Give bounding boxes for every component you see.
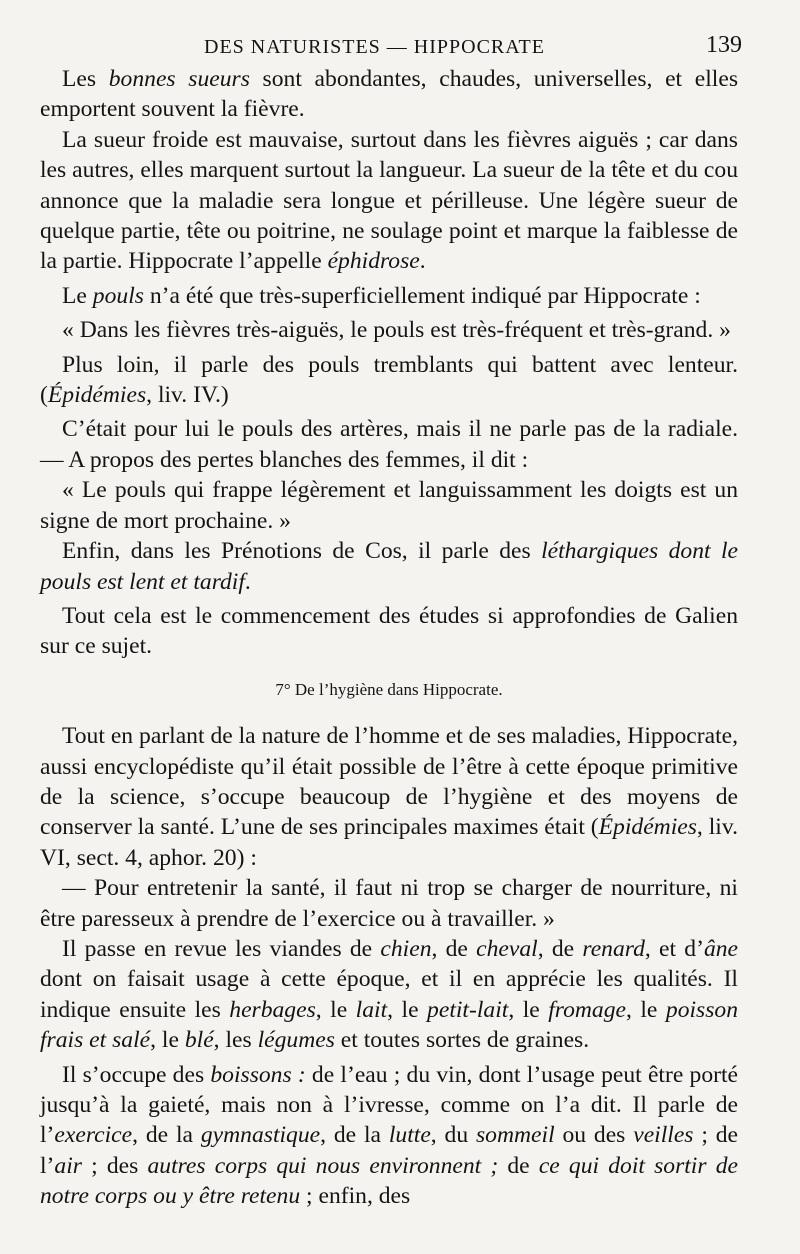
paragraph-viandes: Il passe en revue les viandes de chien, de cheval, de renard, et d’âne dont on faisait usage à cette époque, et il en apprécie les qualités. Il indique ensuite les herbages, le lait, le petit-lait, le fromage, le poisson frais et salé, le blé, les légumes et toutes sortes de graines.: [40, 935, 739, 1054]
paragraph-sueurs: Les bonnes sueurs sont abondantes, chaudes, universelles, et elles emportent souvent la fièvre.: [40, 66, 739, 123]
paragraph-pouls: Le pouls n’a été que très-superficiellement indiqué par Hippocrate :: [62, 282, 701, 309]
paragraph-boissons: Il s’occupe des boissons : de l’eau ; du vin, dont l’usage peut être porté jusqu’à la gaieté, mais non à l’ivresse, comme on l’a dit. Il parle de l’exercice, de la gymnastique, de la lutte, du sommeil ou des veilles ; de l’air ; des autres corps qui nous environnent ; de ce qui doit sortir de notre corps ou y être retenu ; enfin, des: [40, 1061, 739, 1210]
paragraph-hygiene: Tout en parlant de la nature de l’homme et de ses maladies, Hippocrate, aussi encyclopédiste qu’il était possible de l’être à cette époque primitive de la science, s’occupe beaucoup de l’hygiène et des moyens de conserver la santé. L’une de ses principales maximes était (Épidémies, liv. VI, sect. 4, aphor. 20) :: [40, 723, 738, 871]
section-heading: 7° De l’hygiène dans Hippocrate.: [275, 679, 503, 699]
paragraph-arteres: C’était pour lui le pouls des artères, mais il ne parle pas de la radiale. — A propos des pertes blanches des femmes, il dit :: [40, 416, 738, 473]
paragraph-maxime: — Pour entretenir la santé, il faut ni trop se charger de nourriture, ni être paresseux à prendre de l’exercice ou à travailler. »: [40, 875, 738, 932]
paragraph-quote-fievres: « Dans les fièvres très-aiguës, le pouls est très-fréquent et très-grand. »: [62, 317, 731, 344]
page-header: [40, 30, 742, 64]
page-number: 139: [706, 32, 742, 58]
paragraph-prenotions: Enfin, dans les Prénotions de Cos, il parle des léthargiques dont le pouls est lent et tardif.: [40, 538, 738, 595]
paragraph-quote-pouls: « Le pouls qui frappe légèrement et languissamment les doigts est un signe de mort prochaine. »: [40, 477, 738, 534]
paragraph-pouls-tremblants: Plus loin, il parle des pouls tremblants qui battent avec lenteur. (Épidémies, liv. IV.): [40, 351, 738, 409]
page-body: [40, 64, 738, 1212]
paragraph-galien: Tout cela est le commencement des études si approfondies de Galien sur ce sujet.: [40, 602, 738, 660]
running-title: DES NATURISTES — HIPPOCRATE: [204, 36, 545, 58]
paragraph-sueur-froide: La sueur froide est mauvaise, surtout dans les fièvres aiguës ; car dans les autres, elles marquent surtout la langueur. La sueur de la tête et du cou annonce que la maladie sera longue et périlleuse. Une légère sueur de quelque partie, tête ou poitrine, ne soulage point et marque la faiblesse de la partie. Hippocrate l’appelle éphidrose.: [40, 126, 738, 275]
